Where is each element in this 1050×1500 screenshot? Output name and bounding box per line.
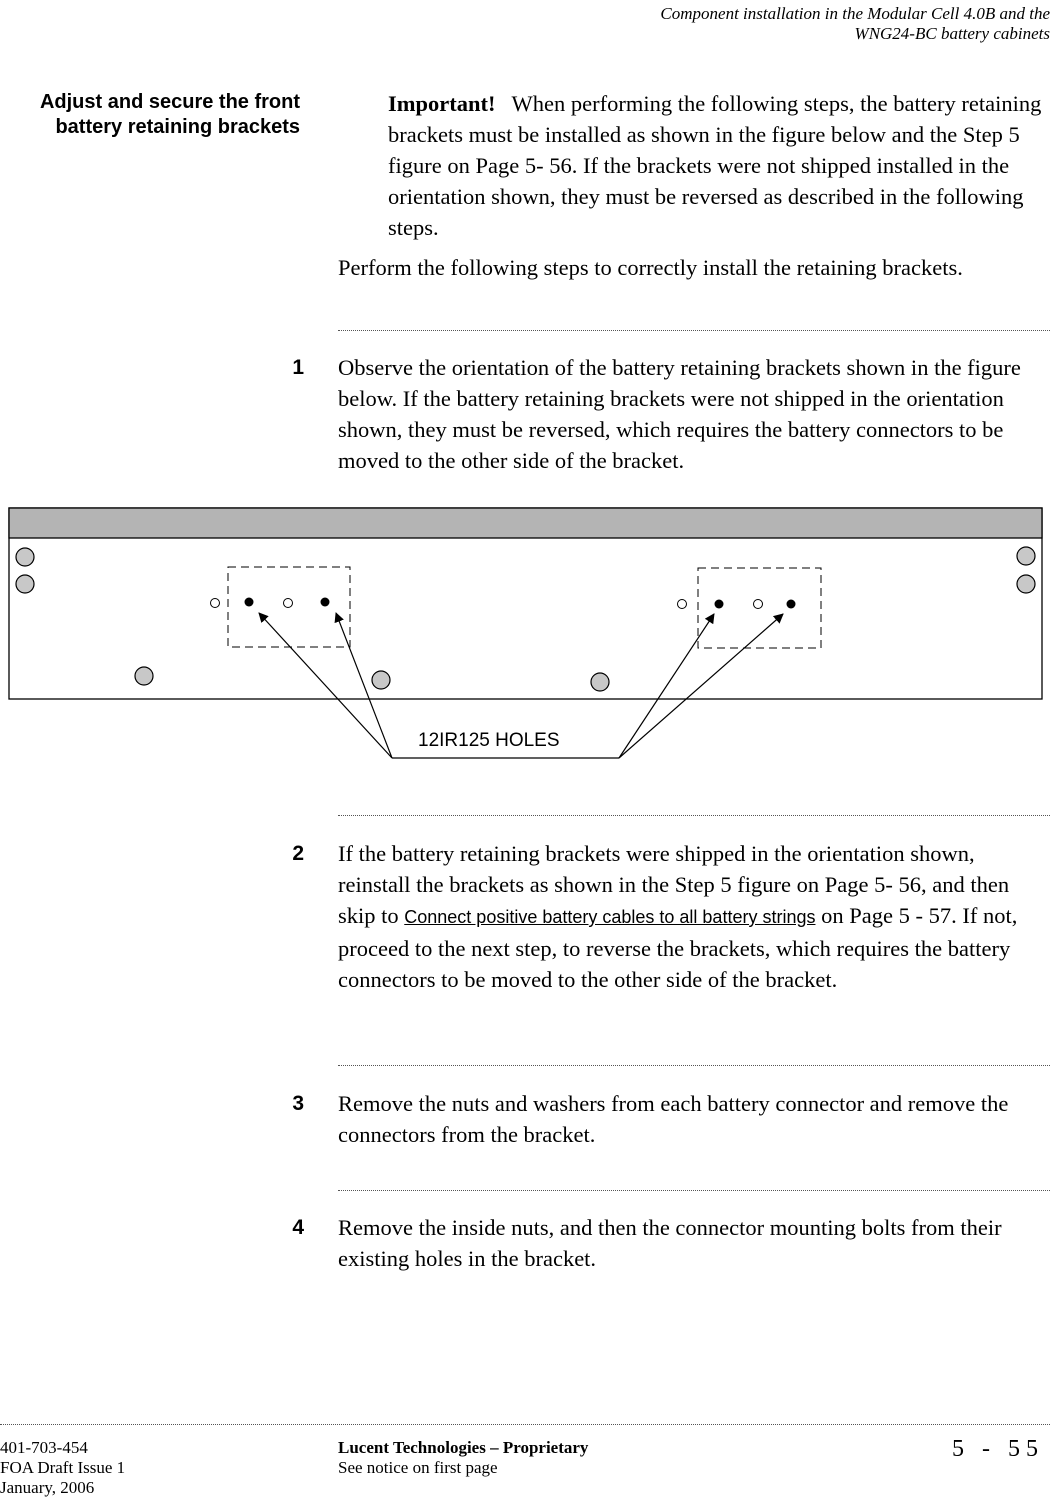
footer-doc-number: 401-703-454 bbox=[0, 1438, 88, 1457]
empty-hole bbox=[211, 599, 220, 608]
intro-paragraph: Perform the following steps to correctly install the retaining brackets. bbox=[338, 255, 963, 280]
important-note bbox=[388, 88, 1043, 243]
bolt-hole bbox=[787, 600, 796, 609]
empty-hole bbox=[754, 600, 763, 609]
step-divider bbox=[338, 1190, 1050, 1191]
mounting-hole bbox=[16, 575, 34, 593]
important-text: When performing the following steps, the battery retaining brackets must be installed as shown in the figure below and the Step 5 figure on Page 5- 56. If the brackets were not shipped installed in the orientation shown, they must be reversed as described in the following steps. bbox=[388, 91, 1042, 240]
mounting-hole bbox=[372, 671, 390, 689]
step-number: 1 bbox=[292, 356, 304, 379]
step-number: 3 bbox=[292, 1092, 304, 1115]
bolt-hole bbox=[245, 598, 254, 607]
important-label: Important! bbox=[388, 91, 496, 116]
header-line-1: Component installation in the Modular Cell 4.0B and the bbox=[660, 4, 1050, 23]
page-number: 5 - 55 bbox=[952, 1436, 1044, 1462]
step-text-before: If the battery retaining brackets were shipped in the orientation shown, reinstall the brackets as shown in the Step 5 figure on Page 5- 56, and then skip to bbox=[338, 841, 1010, 928]
step-text: Remove the nuts and washers from each battery connector and remove the connectors from the bracket. bbox=[338, 1091, 1009, 1147]
empty-hole bbox=[678, 600, 687, 609]
bracket-top-flange bbox=[9, 508, 1042, 538]
bracket-figure bbox=[0, 500, 1050, 770]
step-text-after: on Page 5 - 57. If not, proceed to the next step, to reverse the brackets, which requires the battery connectors to be moved to the other side of the bracket. bbox=[338, 903, 1018, 992]
footer-proprietary bbox=[338, 1438, 588, 1478]
empty-hole bbox=[284, 599, 293, 608]
mounting-hole bbox=[1017, 575, 1035, 593]
header-line-2: WNG24-BC battery cabinets bbox=[854, 24, 1050, 43]
footer-notice: See notice on first page bbox=[338, 1458, 498, 1477]
step-divider bbox=[338, 1065, 1050, 1066]
cross-reference-link[interactable]: Connect positive battery cables to all battery strings bbox=[404, 907, 816, 927]
footer-company: Lucent Technologies – Proprietary bbox=[338, 1438, 589, 1457]
footer-doc-info bbox=[0, 1438, 125, 1498]
step-divider bbox=[338, 815, 1050, 816]
section-title bbox=[0, 90, 300, 140]
mounting-hole bbox=[1017, 547, 1035, 565]
step-text: Observe the orientation of the battery retaining brackets shown in the figure below. If the battery retaining brackets were not shipped in the orientation shown, they must be reversed, which requires the battery connectors to be moved to the other side of the bracket. bbox=[338, 355, 1021, 473]
bolt-hole bbox=[715, 600, 724, 609]
step-number: 4 bbox=[292, 1216, 304, 1239]
step-text bbox=[338, 838, 1050, 995]
footer-date: January, 2006 bbox=[0, 1478, 95, 1497]
callout-label: 12IR125 HOLES bbox=[418, 730, 560, 751]
step-number: 2 bbox=[292, 842, 304, 865]
footer-divider bbox=[0, 1424, 1050, 1425]
step-text: Remove the inside nuts, and then the connector mounting bolts from their existing holes in the bracket. bbox=[338, 1215, 1002, 1271]
section-title-line-2: battery retaining brackets bbox=[55, 116, 300, 138]
running-header bbox=[350, 4, 1050, 44]
mounting-hole bbox=[135, 667, 153, 685]
footer-issue: FOA Draft Issue 1 bbox=[0, 1458, 126, 1477]
mounting-hole bbox=[591, 673, 609, 691]
mounting-hole bbox=[16, 548, 34, 566]
bolt-hole bbox=[321, 598, 330, 607]
section-title-line-1: Adjust and secure the front bbox=[39, 91, 300, 113]
step-divider bbox=[338, 330, 1050, 331]
